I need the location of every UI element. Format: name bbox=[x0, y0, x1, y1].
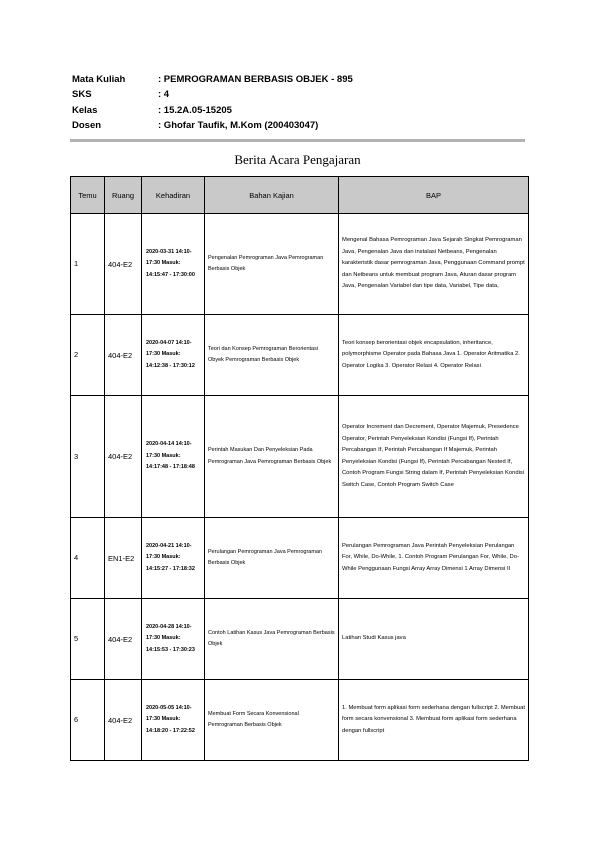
cell-ruang: 404-E2 bbox=[105, 396, 142, 518]
cell-temu: 3 bbox=[71, 396, 105, 518]
cell-temu: 1 bbox=[71, 214, 105, 315]
cell-temu: 2 bbox=[71, 315, 105, 396]
header-divider bbox=[70, 139, 525, 142]
cell-bahan-kajian: Perintah Masukan Dan Penyeleksian Pada Pemrograman Java Pemrograman Berbasis Objek bbox=[205, 396, 339, 518]
course-header bbox=[72, 72, 353, 133]
page-title: Berita Acara Pengajaran bbox=[234, 152, 361, 167]
cell-bap: Mengenal Bahasa Pemrograman Java Sejarah Singkat Pemrograman Java, Pengenalan Java dan instalasi Netbeans, Pengenalan karakteristik dasar pemrograman Java, Penggunaan Command prompt dan Netbeans untuk membuat program Java, Aturan dasar program Java, Pengenalan Variabel dan tipe data, Variabel, Tipe data, bbox=[339, 214, 529, 315]
table-row bbox=[71, 518, 529, 599]
header-row-course bbox=[72, 72, 353, 87]
cell-bap: Latihan Studi Kasus java bbox=[339, 599, 529, 680]
cell-bahan-kajian: Teori dan Konsep Pemrograman Berorientasi Obyek Pemrograman Berbasis Objek bbox=[205, 315, 339, 396]
column-header-bahan-kajian: Bahan Kajian bbox=[205, 177, 339, 214]
cell-temu: 4 bbox=[71, 518, 105, 599]
cell-kehadiran: 2020-04-28 14:10-17:30 Masuk: 14:15:53 - 17:30:23 bbox=[142, 599, 205, 680]
cell-bap: Teori konsep berorientasi objek encapsulation, inheritance, polymorphisme Operator pada Bahasa Java 1. Operator Aritmatika 2. Operator Logika 3. Operator Relasi 4. Operator Relasi bbox=[339, 315, 529, 396]
cell-bahan-kajian: Contoh Latihan Kasus Java Pemrograman Berbasis Objek bbox=[205, 599, 339, 680]
table-row bbox=[71, 315, 529, 396]
cell-bahan-kajian: Pengenalan Pemrograman Java Pemrograman Berbasis Objek bbox=[205, 214, 339, 315]
header-row-lecturer bbox=[72, 118, 353, 133]
header-value-sks: : 4 bbox=[158, 89, 170, 101]
cell-kehadiran: 2020-03-31 14:10-17:30 Masuk: 14:15:47 - 17:30:00 bbox=[142, 214, 205, 315]
header-label-lecturer: Dosen bbox=[72, 119, 102, 131]
column-header-temu: Temu bbox=[71, 177, 105, 214]
cell-kehadiran: 2020-04-21 14:10-17:30 Masuk: 14:15:27 - 17:18:32 bbox=[142, 518, 205, 599]
header-value-course: : PEMROGRAMAN BERBASIS OBJEK - 895 bbox=[158, 74, 353, 85]
table-row bbox=[71, 214, 529, 315]
teaching-record-table bbox=[70, 176, 529, 761]
cell-bap: 1. Membuat form aplikasi form sederhana dengan fullscript 2. Membuat form secara konvensional 3. Membuat form aplikasi form sederhana dengan fullscript bbox=[339, 680, 529, 761]
cell-temu: 5 bbox=[71, 599, 105, 680]
table-row bbox=[71, 599, 529, 680]
header-label-course: Mata Kuliah bbox=[72, 74, 126, 85]
header-row-sks bbox=[72, 87, 353, 102]
cell-ruang: 404-E2 bbox=[105, 214, 142, 315]
table-row bbox=[71, 680, 529, 761]
cell-bahan-kajian: Perulangan Pemrograman Java Pemrograman Berbasis Objek bbox=[205, 518, 339, 599]
column-header-bap: BAP bbox=[339, 177, 529, 214]
cell-kehadiran: 2020-04-14 14:10-17:30 Masuk: 14:17:48 - 17:18:48 bbox=[142, 396, 205, 518]
header-value-lecturer: : Ghofar Taufik, M.Kom (200403047) bbox=[158, 119, 319, 131]
header-value-class: : 15.2A.05-15205 bbox=[158, 104, 232, 116]
cell-kehadiran: 2020-05-05 14:10-17:30 Masuk: 14:18:20 - 17:22:52 bbox=[142, 680, 205, 761]
table-row bbox=[71, 396, 529, 518]
header-label-class: Kelas bbox=[72, 104, 98, 116]
cell-ruang: 404-E2 bbox=[105, 599, 142, 680]
cell-ruang: 404-E2 bbox=[105, 680, 142, 761]
header-label-sks: SKS bbox=[72, 89, 92, 101]
column-header-ruang: Ruang bbox=[105, 177, 142, 214]
header-row-class bbox=[72, 103, 353, 118]
cell-bap: Perulangan Pemrograman Java Perintah Penyeleksian Perulangan For, While, Do-While, 1. Contoh Program Perulangan For, While, Do-While Penggunaan Fungsi Array Array Dimensi 1 Array Dimensi II bbox=[339, 518, 529, 599]
cell-kehadiran: 2020-04-07 14:10-17:30 Masuk: 14:12:38 - 17:30:12 bbox=[142, 315, 205, 396]
cell-ruang: EN1-E2 bbox=[105, 518, 142, 599]
cell-bahan-kajian: Membuat Form Secara Konvensional Pemrograman Berbasis Objek bbox=[205, 680, 339, 761]
table-header-row bbox=[71, 177, 529, 214]
cell-bap: Operator Increment dan Decrement, Operator Majemuk, Presedence Operator, Perintah Penyeleksian Kondisi (Fungsi If), Perintah Percabangan If, Perintah Percabangan If Majemuk, Perintah Penyeleksian Kondisi (Fungsi If), Perintah Percabangan Nested If, Contoh Program Fungsi String dalam If, Perintah Penyeleksian Kondisi Switch Case, Contoh Program Switch Case bbox=[339, 396, 529, 518]
cell-temu: 6 bbox=[71, 680, 105, 761]
cell-ruang: 404-E2 bbox=[105, 315, 142, 396]
column-header-kehadiran: Kehadiran bbox=[142, 177, 205, 214]
